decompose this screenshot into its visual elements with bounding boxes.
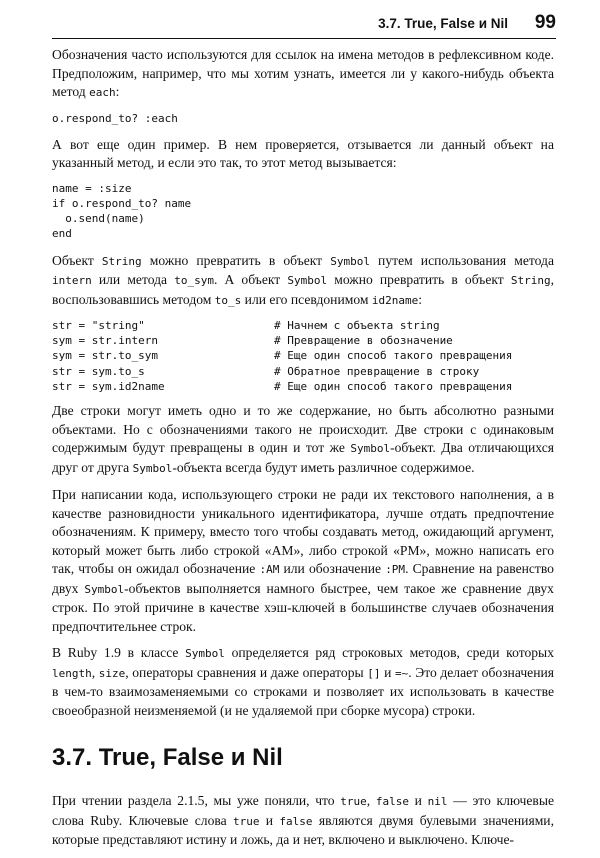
paragraph-2: А вот еще один пример. В нем проверяется, отзывается ли данный объект на указанный метод, и если это так, то этот метод вызывается: (52, 136, 554, 171)
paragraph-1: Обозначения часто используются для ссылок на имена методов в рефлексивном коде. Предположим, например, что мы хотим узнать, имеется ли у какого-нибудь объекта метод each: (52, 47, 554, 99)
running-header (52, 14, 556, 39)
code-line: str = "string" # Начнем с объекта string (52, 319, 440, 333)
code-line: sym = str.to_sym # Еще один способ такого превращения (52, 349, 513, 363)
code-block-1: o.respond_to? :each (52, 111, 178, 125)
code-line: str = sym.id2name # Еще один способ такого превращения (52, 379, 513, 393)
code-block-3 (52, 318, 554, 394)
header-section-title: 3.7. True, False и Nil (378, 16, 508, 31)
paragraph-5: При написании кода, использующего строки не ради их текстового наполнения, а в качестве разновидности уникального идентификатора, лучше отдать предпочтение обозначениям. К примеру, вместо того чтобы создавать метод, ожидающий аргумент, который может быть либо строкой «AM», либо строкой «PM», можно написать его так, чтобы он ожидал обозначение :AM или обозначение :PM. Сравнение на равенство двух Symbol-объектов выполняется намного быстрее, чем такое же сравнение двух строк. По этой причине в качестве хэш-ключей в большинстве случаев обозначения предпочтительнее строк. (52, 487, 554, 634)
section-heading: 3.7. True, False и Nil (52, 744, 283, 772)
paragraph-4: Две строки могут иметь одно и то же содержание, но быть абсолютно разными объектами. Но с обозначениями такого не происходит. Две строки с одинаковым содержимым будут превращены в один и тот же Symbol-объект. Два отличающихся друг от друга Symbol-объекта всегда будут иметь различное содержимое. (52, 403, 555, 475)
paragraph-3: Объект String можно превратить в объект Symbol путем использования метода intern или метода to_sym. А объект Symbol можно превратить в объект String, воспользовавшись методом to_s или его псевдонимом id2name: (52, 252, 555, 307)
code-block-2: name = :size if o.respond_to? name o.send(name) end (52, 181, 192, 241)
code-line: sym = str.intern # Превращение в обозначение (52, 334, 453, 348)
code-line: str = sym.to_s # Обратное превращение в строку (52, 364, 480, 378)
paragraph-7: При чтении раздела 2.1.5, мы уже поняли, что true, false и nil — это ключевые слова Ruby. Ключевые слова true и false являются двумя булевыми значениями, которые представляют истину и ложь, да и нет, включено и выключено. Ключе- (52, 793, 555, 848)
page-number: 99 (534, 12, 556, 33)
page-content (52, 46, 554, 858)
paragraph-6: В Ruby 1.9 в классе Symbol определяется ряд строковых методов, среди которых length, size, операторы сравнения и даже операторы [] и =~. Это делает обозначения в чем-то взаимозаменяемыми со строками и позволяет их использовать в качестве своеобразной неизменяемой (и не удаляемой при сборке мусора) строки. (52, 645, 554, 718)
